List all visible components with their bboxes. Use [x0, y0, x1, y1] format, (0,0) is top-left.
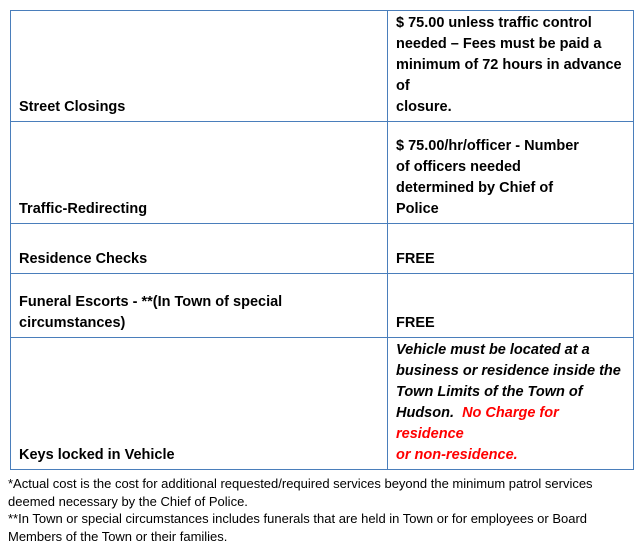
- service-cell: Residence Checks: [11, 224, 388, 274]
- fee-table: [10, 10, 634, 470]
- service-cell: Keys locked in Vehicle: [11, 338, 388, 470]
- fee-line: Town Limits of the Town of: [396, 384, 583, 400]
- table-row: [11, 274, 634, 338]
- no-charge-note: No Charge for residence: [396, 405, 559, 442]
- no-charge-note-continued: or non-residence.: [396, 447, 518, 463]
- table-row: [11, 338, 634, 470]
- table-row: [11, 122, 634, 224]
- fee-line: business or residence inside the: [396, 363, 621, 379]
- footnote-actual-cost: *Actual cost is the cost for additional requested/required services beyond the minimum patrol services deemed necessary by the Chief of Police.: [8, 476, 593, 509]
- fee-line: Vehicle must be located at a: [396, 342, 590, 358]
- footnote-special-circumstances: **In Town or special circumstances includes funerals that are held in Town or for employees or Board Members of the Town or their families.: [8, 511, 588, 544]
- fee-line: determined by Chief of: [396, 180, 554, 196]
- fee-cell: FREE: [388, 224, 634, 274]
- fee-line: needed – Fees must be paid a: [396, 36, 602, 52]
- fee-line: Police: [396, 201, 439, 217]
- fee-cell: [388, 338, 634, 470]
- fee-line: $ 75.00/hr/officer - Number: [396, 138, 579, 154]
- fee-line: Hudson. No Charge for residence: [396, 405, 559, 442]
- service-line: Funeral Escorts - **(In Town of special: [19, 294, 283, 310]
- service-cell: Street Closings: [11, 11, 388, 122]
- fee-cell: [388, 11, 634, 122]
- fee-cell: FREE: [388, 274, 634, 338]
- service-line: circumstances): [19, 315, 126, 331]
- table-row: [11, 11, 634, 122]
- table-row: [11, 224, 634, 274]
- fee-line: $ 75.00 unless traffic control: [396, 15, 592, 31]
- fee-cell: [388, 122, 634, 224]
- service-cell: [11, 274, 388, 338]
- fee-line: minimum of 72 hours in advance of: [396, 57, 622, 94]
- fee-line: of officers needed: [396, 159, 521, 175]
- fee-line: closure.: [396, 99, 452, 115]
- footnotes: [8, 475, 638, 545]
- service-cell: Traffic-Redirecting: [11, 122, 388, 224]
